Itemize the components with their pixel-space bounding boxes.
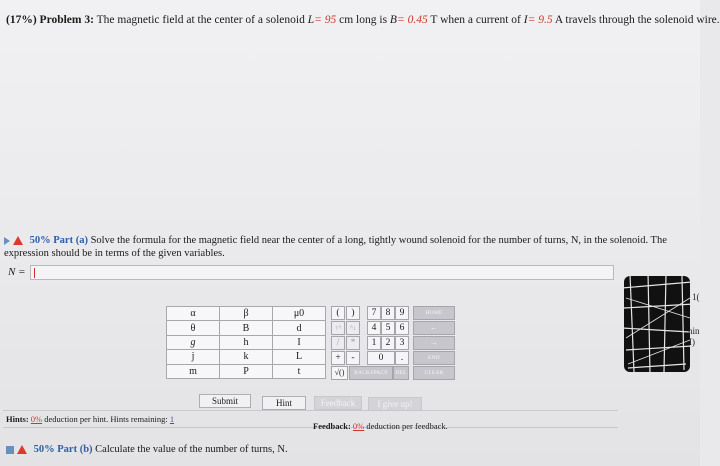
key-8[interactable]: 8 <box>381 306 395 320</box>
key-backspace[interactable]: BACKSPACE <box>349 366 393 380</box>
key-left-arrow[interactable]: ← <box>413 321 455 335</box>
answer-input[interactable] <box>30 265 614 280</box>
var-I-value: = 9.5 <box>527 14 553 26</box>
problem-statement <box>6 14 720 26</box>
key-divide[interactable]: / <box>331 336 345 350</box>
var-L-value: = 95 <box>314 14 337 26</box>
collapse-icon[interactable] <box>6 446 14 454</box>
hints-remaining: 1 <box>169 414 175 424</box>
warning-icon <box>17 445 27 454</box>
key-sqrt[interactable]: √() <box>331 366 348 380</box>
part-a-label: 50% Part (a) <box>29 235 88 246</box>
key-P[interactable]: P <box>220 364 273 378</box>
key-6[interactable]: 6 <box>395 321 409 335</box>
key-I[interactable]: I <box>273 335 326 349</box>
variable-keys <box>166 306 326 379</box>
hints-label: Hints: <box>6 414 29 424</box>
key-left-paren[interactable]: ( <box>331 306 345 320</box>
problem-weight: (17%) <box>6 14 37 26</box>
key-clear[interactable]: CLEAR <box>413 366 455 380</box>
problem-text-4: A travels through the solenoid wire. <box>554 14 720 26</box>
key-right-paren[interactable]: ) <box>346 306 360 320</box>
key-0[interactable]: 0 <box>367 351 395 365</box>
var-L: L <box>307 14 315 26</box>
key-minus[interactable]: - <box>346 351 360 365</box>
key-3[interactable]: 3 <box>395 336 409 350</box>
feedback-info <box>313 421 448 431</box>
hints-pct: 0% <box>30 414 43 424</box>
key-2[interactable]: 2 <box>381 336 395 350</box>
key-subscript[interactable]: ^↓ <box>346 321 360 335</box>
key-theta[interactable]: θ <box>167 321 220 335</box>
warning-icon <box>13 236 23 245</box>
key-j[interactable]: j <box>167 350 220 364</box>
hint-button[interactable]: Hint <box>262 396 306 410</box>
part-a-text: Solve the formula for the magnetic field near the center of a long, tightly wound solenoid for the number of turns, N, in the solenoid. The expression should be in terms of the given variables. <box>4 235 667 260</box>
key-right-arrow[interactable]: → <box>413 336 455 350</box>
answer-label: N = <box>8 266 26 278</box>
answer-label-row <box>8 266 29 278</box>
equation-keypad <box>166 306 458 386</box>
scribble-mark <box>620 268 700 378</box>
key-9[interactable]: 9 <box>395 306 409 320</box>
problem-text-1: The magnetic field at the center of a solenoid <box>96 14 305 26</box>
key-4[interactable]: 4 <box>367 321 381 335</box>
feedback-button[interactable]: Feedback <box>314 396 362 410</box>
part-b-label: 50% Part (b) <box>33 444 93 455</box>
key-7[interactable]: 7 <box>367 306 381 320</box>
key-alpha[interactable]: α <box>167 307 220 321</box>
key-k[interactable]: k <box>220 350 273 364</box>
key-5[interactable]: 5 <box>381 321 395 335</box>
key-L[interactable]: L <box>273 350 326 364</box>
part-b-text: Calculate the value of the number of turns, N. <box>95 444 288 455</box>
hints-feedback-bar <box>3 410 618 431</box>
problem-text-2: cm long is <box>339 14 388 26</box>
var-B-value: = 0.45 <box>396 14 428 26</box>
feedback-text: deduction per feedback. <box>366 421 448 431</box>
number-pad <box>331 306 457 386</box>
var-I: I <box>523 14 528 26</box>
key-g[interactable]: g <box>167 335 220 349</box>
key-t[interactable]: t <box>273 364 326 378</box>
key-B[interactable]: B <box>220 321 273 335</box>
key-m[interactable]: m <box>167 364 220 378</box>
key-beta[interactable]: β <box>220 307 273 321</box>
key-d[interactable]: d <box>273 321 326 335</box>
key-home[interactable]: HOME <box>413 306 455 320</box>
side-fragment-a: 1( <box>692 292 700 302</box>
feedback-label: Feedback: <box>313 421 351 431</box>
problem-text-3: T when a current of <box>430 14 521 26</box>
problem-title: Problem 3: <box>39 14 94 26</box>
hints-info <box>6 414 174 424</box>
var-B: B <box>389 14 397 26</box>
key-mu0[interactable]: μ0 <box>273 307 326 321</box>
part-a-prompt <box>4 234 692 260</box>
play-icon[interactable] <box>4 237 10 245</box>
feedback-pct: 0% <box>352 421 365 431</box>
text-caret <box>34 268 35 278</box>
side-fragment-b: nin <box>688 326 700 336</box>
key-1[interactable]: 1 <box>367 336 381 350</box>
part-b-prompt[interactable] <box>6 444 288 455</box>
key-decimal[interactable]: . <box>395 351 409 365</box>
key-multiply[interactable]: * <box>346 336 360 350</box>
key-delete[interactable]: DEL <box>393 366 409 380</box>
hints-text: deduction per hint. Hints remaining: <box>44 414 168 424</box>
key-end[interactable]: END <box>413 351 455 365</box>
side-fragment-c: I) <box>689 337 695 347</box>
submit-button[interactable]: Submit <box>199 394 251 408</box>
key-h[interactable]: h <box>220 335 273 349</box>
key-plus[interactable]: + <box>331 351 345 365</box>
key-superscript[interactable]: ↑^ <box>331 321 345 335</box>
give-up-button[interactable]: I give up! <box>368 397 422 411</box>
